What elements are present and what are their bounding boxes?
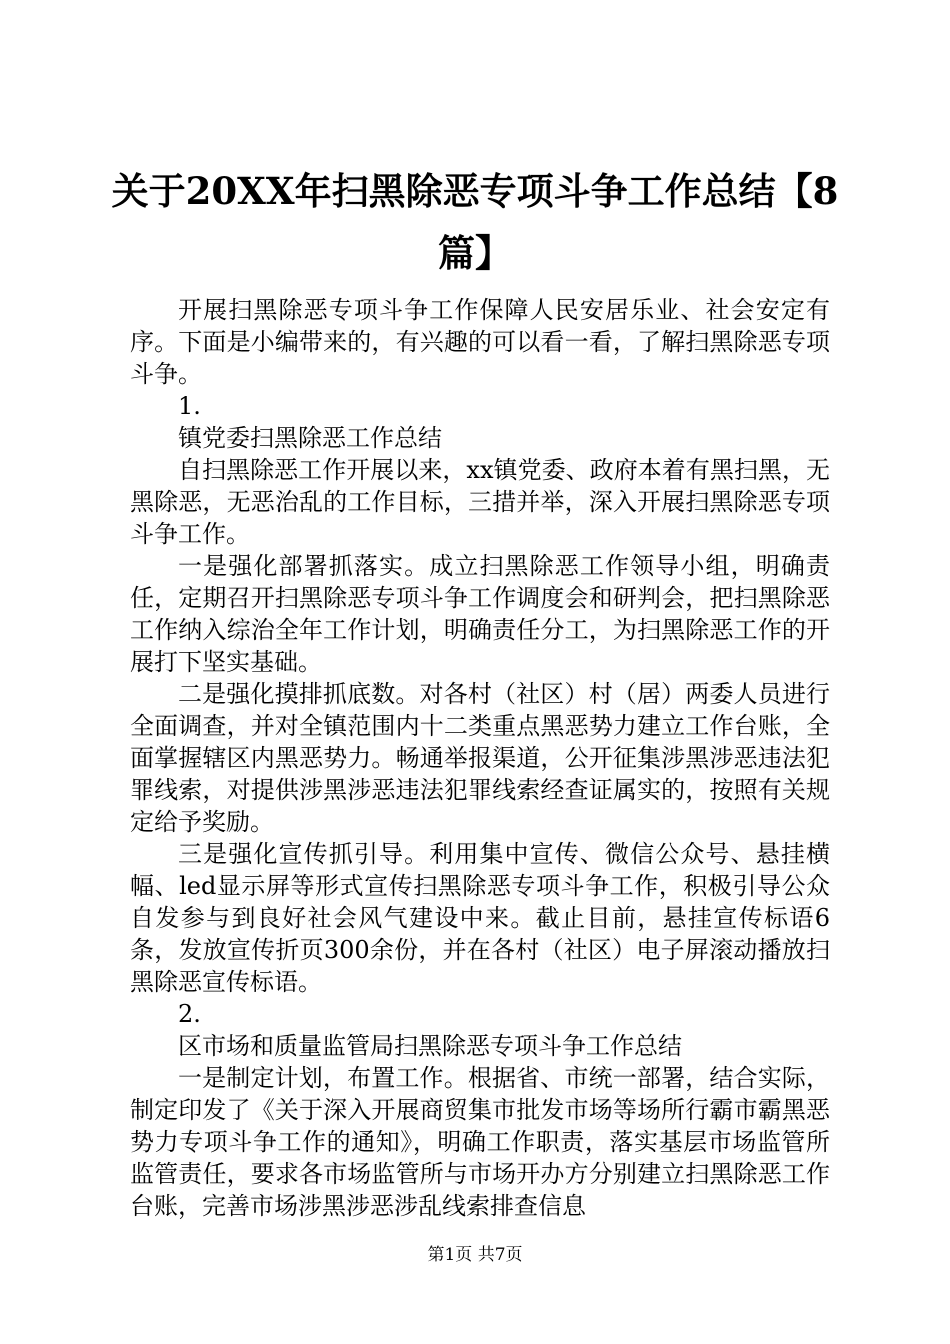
section-heading-2: 区市场和质量监管局扫黑除恶专项斗争工作总结 — [178, 1032, 682, 1060]
paragraph: 一是制定计划，布置工作。根据省、市统一部署，结合实际，制定印发了《关于深入开展商贸集市批发市场等场所行霸市霸黑恶势力专项斗争工作的通知》，明确工作职责，落实基层市场监管所监管责任，要求各市场监管所与市场开办方分别建立扫黑除恶工作台账，完善市场涉黑涉恶涉乱线索排查信息 — [130, 1064, 830, 1220]
paragraph: 二是强化摸排抓底数。对各村（社区）村（居）两委人员进行全面调查，并对全镇范围内十二类重点黑恶势力建立工作台账，全面掌握辖区内黑恶势力。畅通举报渠道，公开征集涉黑涉恶违法犯罪线索，对提供涉黑涉恶违法犯罪线索经查证属实的，按照有关规定给予奖励。 — [130, 680, 830, 836]
document-body — [130, 294, 830, 1222]
intro-paragraph: 开展扫黑除恶专项斗争工作保障人民安居乐业、社会安定有序。下面是小编带来的，有兴趣的可以看一看，了解扫黑除恶专项斗争。 — [130, 296, 830, 388]
document-title — [100, 160, 850, 284]
section-number-2: 2. — [178, 1000, 201, 1028]
title-line-1: 关于20XX年扫黑除恶专项斗争工作总结【8 — [111, 169, 839, 213]
paragraph: 一是强化部署抓落实。成立扫黑除恶工作领导小组，明确责任，定期召开扫黑除恶专项斗争工作调度会和研判会，把扫黑除恶工作纳入综治全年工作计划，明确责任分工，为扫黑除恶工作的开展打下坚实基础。 — [130, 552, 830, 676]
paragraph: 三是强化宣传抓引导。利用集中宣传、微信公众号、悬挂横幅、led显示屏等形式宣传扫黑除恶专项斗争工作，积极引导公众自发参与到良好社会风气建设中来。截止目前，悬挂宣传标语6条，发放宣传折页300余份，并在各村（社区）电子屏滚动播放扫黑除恶宣传标语。 — [130, 840, 830, 996]
section-heading-1: 镇党委扫黑除恶工作总结 — [178, 424, 442, 452]
section-number-1: 1. — [178, 392, 201, 420]
page-footer: 第1页 共7页 — [427, 1245, 523, 1265]
paragraph: 自扫黑除恶工作开展以来，xx镇党委、政府本着有黑扫黑，无黑除恶，无恶治乱的工作目标，三措并举，深入开展扫黑除恶专项斗争工作。 — [130, 456, 830, 548]
title-line-2: 篇】 — [438, 231, 512, 275]
